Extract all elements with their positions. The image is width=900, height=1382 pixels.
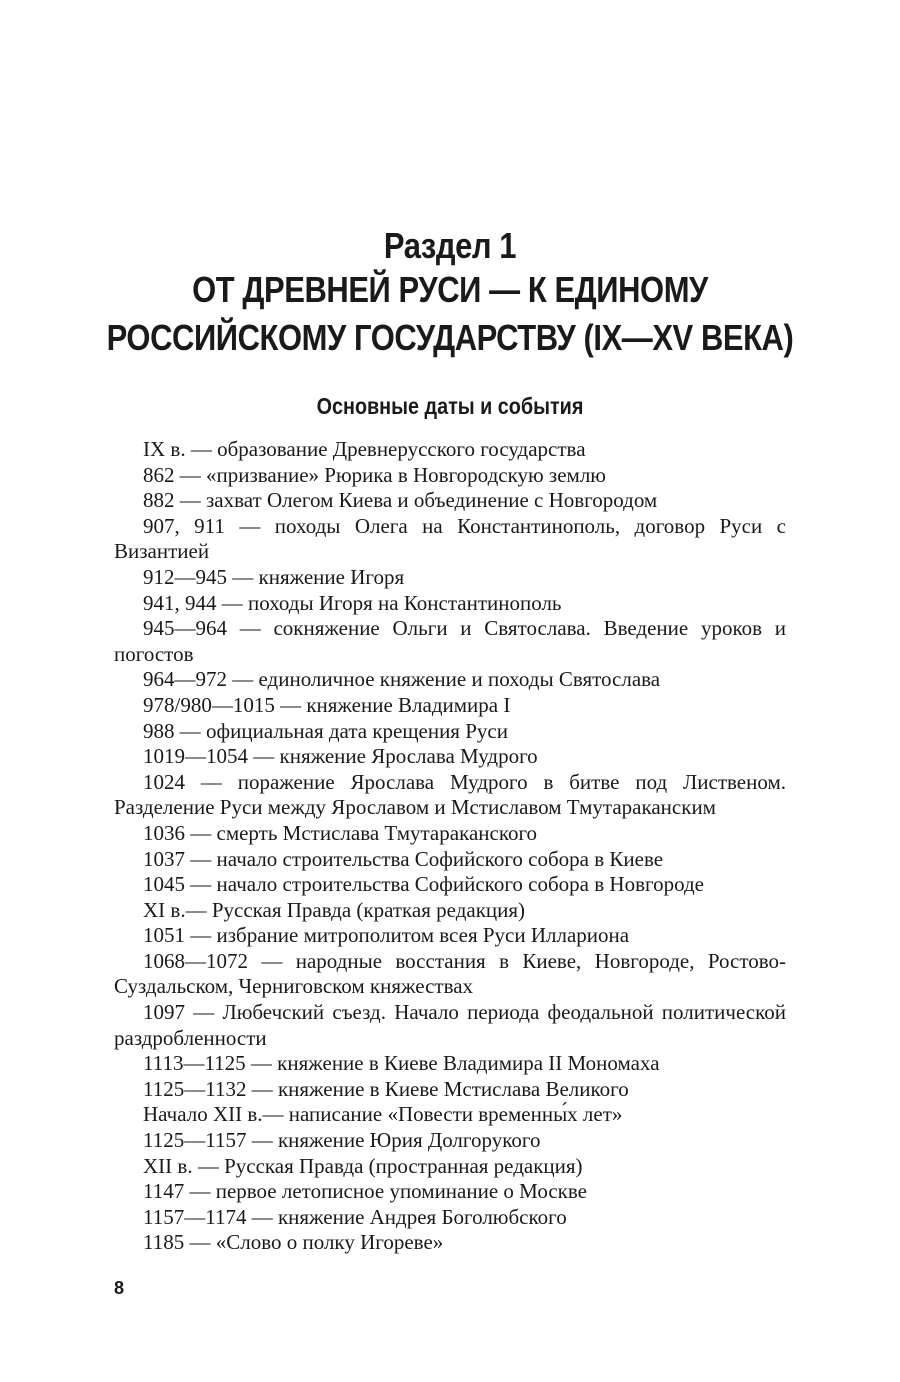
date-entry: 1125—1157 — княжение Юрия Долгорукого [143, 1128, 541, 1153]
date-entry: 1125—1132 — княжение в Киеве Мстислава Великого [143, 1076, 629, 1101]
section-title-line-1: ОТ ДРЕВНЕЙ РУСИ — К ЕДИНОМУ [192, 269, 708, 310]
section-number: Раздел 1 [383, 225, 517, 266]
date-entry: 1024 — поражение Ярослава Мудрого в битве под Лиственом. Разделение Руси между Ярославом и Мстиславом Тмутараканским [114, 769, 786, 820]
dates-subheading: Основные даты и события [316, 393, 584, 419]
date-entry: Начало XII в.— написание «Повести временны́х лет» [143, 1102, 623, 1127]
date-entry: 978/980—1015 — княжение Владимира I [143, 692, 511, 717]
page-number: 8 [114, 1278, 125, 1298]
date-entry: 1019—1054 — княжение Ярослава Мудрого [143, 744, 538, 769]
date-entry: 945—964 — сокняжение Ольги и Святослава. Введение уроков и погостов [114, 616, 786, 666]
date-entry: 941, 944 — походы Игоря на Константинополь [143, 590, 562, 615]
date-entry: 964—972 — единоличное княжение и походы Святослава [143, 667, 661, 692]
date-entry: XI в.— Русская Правда (краткая редакция) [143, 897, 526, 922]
dates-list [114, 437, 786, 1256]
date-entry: 1045 — начало строительства Софийского собора в Новгороде [143, 872, 704, 897]
date-entry: 1051 — избрание митрополитом всея Руси Иллариона [143, 923, 630, 948]
date-entry: 882 — захват Олегом Киева и объединение с Новгородом [143, 488, 658, 513]
date-entry: 988 — официальная дата крещения Руси [143, 718, 508, 743]
date-entry: 862 — «призвание» Рюрика в Новгородскую землю [143, 462, 606, 487]
date-entry: 907, 911 — походы Олега на Константинополь, договор Руси с Византией [114, 513, 786, 564]
date-entry: IX в. — образование Древнерусского государства [143, 437, 586, 461]
date-entry: 912—945 — княжение Игоря [143, 564, 405, 589]
date-entry: 1036 — смерть Мстислава Тмутараканского [143, 820, 538, 845]
date-entry: 1157—1174 — княжение Андрея Боголюбского [143, 1204, 567, 1229]
date-entry: 1037 — начало строительства Софийского собора в Киеве [143, 846, 664, 871]
date-entry: 1097 — Любечский съезд. Начало периода феодальной политической раздробленности [114, 1000, 786, 1050]
date-entry: 1068—1072 — народные восстания в Киеве, Новгороде, Ростово-Суздальском, Черниговском княжествах [114, 948, 786, 999]
date-entry: 1147 — первое летописное упоминание о Москве [143, 1179, 587, 1204]
section-title-line-2: РОССИЙСКОМУ ГОСУДАРСТВУ (IX—XV ВЕКА) [106, 317, 794, 358]
date-entry: 1113—1125 — княжение в Киеве Владимира II Мономаха [143, 1051, 660, 1076]
date-entry: XII в. — Русская Правда (пространная редакция) [143, 1153, 583, 1178]
date-entry: 1185 — «Слово о полку Игореве» [143, 1230, 444, 1255]
